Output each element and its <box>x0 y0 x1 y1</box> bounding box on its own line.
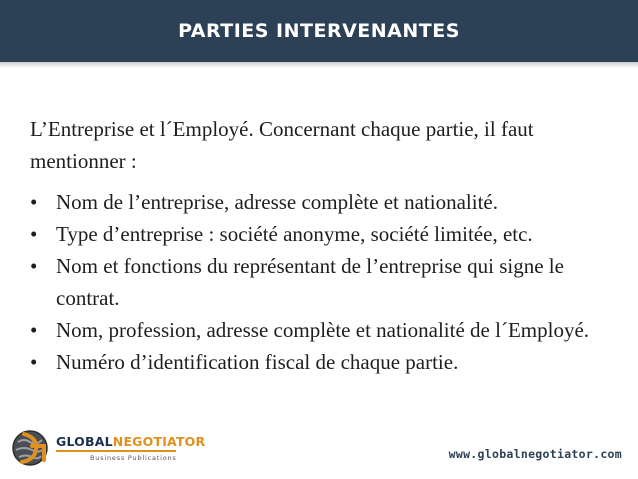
logo-name-negotiator: NEGOTIATOR <box>112 434 206 449</box>
company-logo <box>10 428 240 470</box>
website-url: www.globalnegotiator.com <box>448 447 622 461</box>
bullet-text: Nom, profession, adresse complète et nationalité de l´Employé. <box>56 318 590 342</box>
globe-logo-icon <box>10 428 50 468</box>
bullet-text: Nom et fonctions du représentant de l’entreprise qui signe le contrat. <box>56 254 564 310</box>
bullet-item <box>30 186 630 218</box>
bullet-dot: • <box>30 222 38 246</box>
bullet-item <box>30 314 630 346</box>
title-bar <box>0 0 638 62</box>
bullet-item <box>30 346 630 378</box>
bullet-item <box>30 250 630 314</box>
title-bar-shadow <box>0 62 638 68</box>
slide-title: PARTIES INTERVENANTES <box>178 20 460 42</box>
logo-wordmark <box>56 434 205 449</box>
bullet-list <box>30 186 630 378</box>
logo-subtitle: Business Publications <box>90 454 177 462</box>
bullet-dot: • <box>30 254 38 278</box>
logo-name-global: GLOBAL <box>56 434 113 449</box>
logo-underline <box>56 450 176 452</box>
bullet-dot: • <box>30 318 38 342</box>
bullet-text: Nom de l’entreprise, adresse complète et nationalité. <box>56 190 498 214</box>
bullet-text: Type d’entreprise : société anonyme, société limitée, etc. <box>56 222 533 246</box>
intro-paragraph: L’Entreprise et l´Employé. Concernant chaque partie, il faut mentionner : <box>30 117 534 173</box>
bullet-dot: • <box>30 190 38 214</box>
bullet-text: Numéro d’identification fiscal de chaque partie. <box>56 350 459 374</box>
bullet-item <box>30 218 630 250</box>
bullet-dot: • <box>30 350 38 374</box>
